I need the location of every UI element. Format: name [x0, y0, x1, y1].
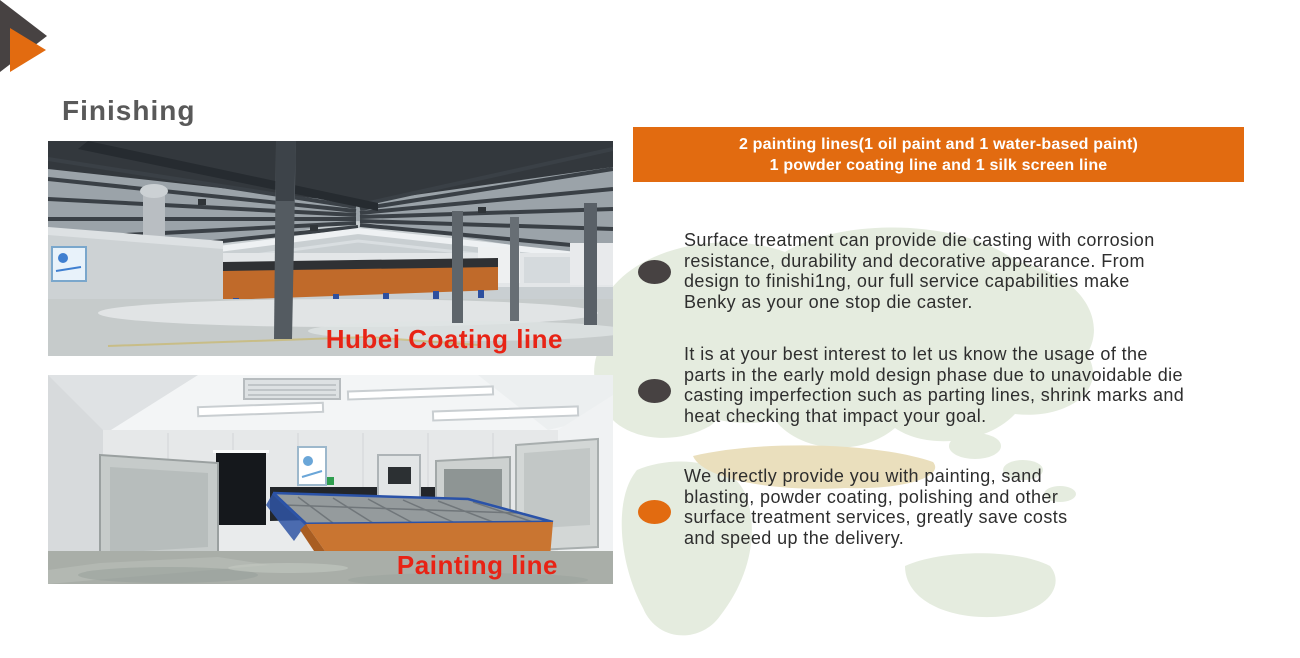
painting-line-photo: [48, 375, 613, 584]
banner-line-2: 1 powder coating line and 1 silk screen line: [769, 156, 1108, 174]
banner-line-1: 2 painting lines(1 oil paint and 1 water-based paint): [738, 135, 1139, 153]
bullet-text-2: It is at your best interest to let us know the usage of the parts in the early mold design phase due to unavoidable die casting imperfection such as parting lines, shrink marks and heat checking that impact your goal.: [684, 344, 1185, 427]
capability-banner: [633, 127, 1244, 182]
page-title: Finishing: [62, 95, 196, 126]
bullet-marker-2: [638, 379, 671, 403]
coating-line-caption: Hubei Coating line: [325, 324, 563, 354]
bullet-text-3: We directly provide you with painting, sand blasting, powder coating, polishing and other surface treatment services, greatly save costs and speed up the delivery.: [684, 466, 1068, 549]
bullet-marker-3: [638, 500, 671, 524]
coating-line-photo: [48, 141, 613, 356]
bullet-text-1: Surface treatment can provide die casting with corrosion resistance, durability and decorative appearance. From design to finishi1ng, our full service capabilities make Benky as your one stop die caster.: [684, 230, 1155, 313]
painting-line-caption: Painting line: [396, 550, 558, 580]
bullet-marker-1: [638, 260, 671, 284]
header-arrow-icon: [0, 0, 48, 72]
